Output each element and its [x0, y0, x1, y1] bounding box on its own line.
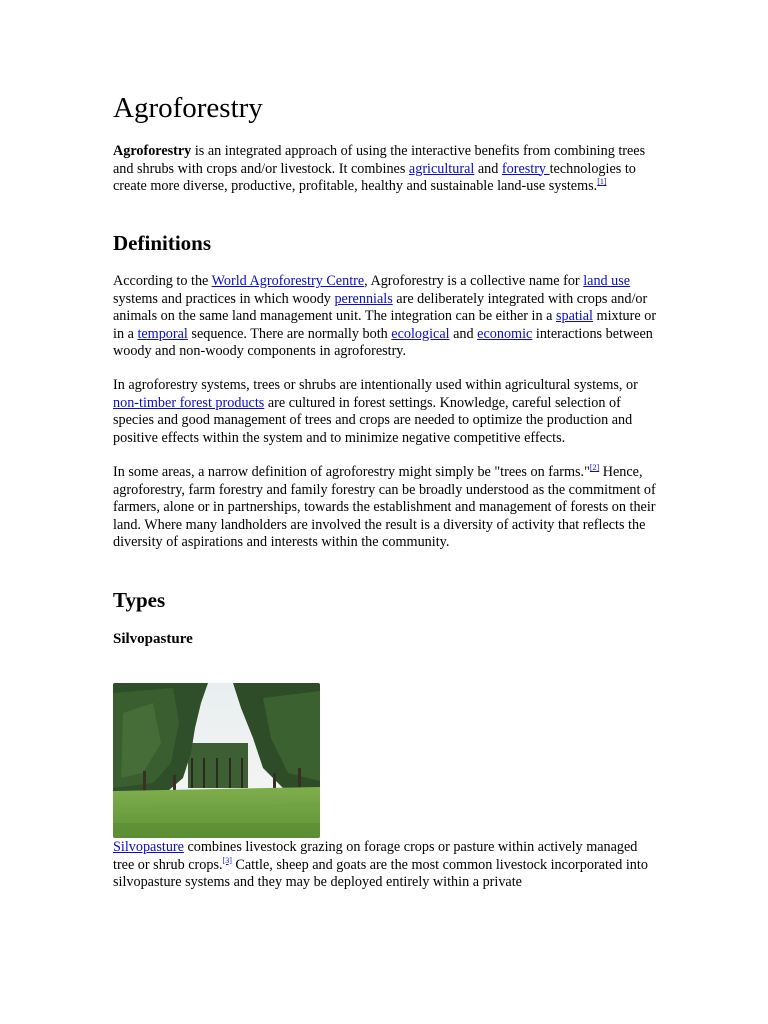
- link-ecological[interactable]: ecological: [391, 325, 450, 342]
- silvopasture-photo: [113, 683, 320, 838]
- silvopasture-paragraph: [113, 839, 659, 892]
- paragraph-text: sequence. There are normally both: [187, 325, 392, 342]
- intro-term: Agroforestry: [113, 143, 192, 159]
- types-heading: Types: [113, 588, 166, 612]
- link-non-timber-forest-products[interactable]: non-timber forest products: [113, 394, 265, 411]
- link-world-agroforestry-centre[interactable]: World Agroforestry Centre: [211, 273, 365, 289]
- definitions-heading: Definitions: [113, 231, 212, 255]
- link-economic[interactable]: economic: [477, 325, 533, 342]
- definitions-paragraph-3: [113, 464, 659, 552]
- definitions-paragraph-1: [113, 273, 659, 361]
- link-spatial[interactable]: spatial: [555, 308, 593, 324]
- paragraph-text: combines livestock grazing on forage crops or pasture within actively managed tree or shrub crops.: [113, 839, 638, 873]
- intro-text: is an integrated approach of using the interactive benefits from combining trees and shrubs with crops and/or livestock. It combines: [113, 143, 646, 177]
- link-agricultural[interactable]: agricultural: [408, 160, 475, 177]
- paragraph-text: are cultured in forest settings. Knowledge, careful selection of species and good management of trees and crops are needed to optimize the production and positive effects within the system and to minimize negative competitive effects.: [113, 394, 633, 446]
- citation-1[interactable]: [1]: [597, 177, 607, 186]
- paragraph-text: mixture or in a: [113, 308, 657, 342]
- citation-2[interactable]: [2]: [589, 463, 600, 472]
- paragraph-text: , Agroforestry is a collective name for: [364, 273, 584, 289]
- intro-text: and: [474, 160, 502, 177]
- page-title: Agroforestry: [113, 92, 263, 124]
- paragraph-text: systems and practices in which woody: [113, 290, 335, 307]
- silvopasture-heading: Silvopasture: [113, 631, 193, 647]
- pine-trees-pasture-image: [113, 683, 320, 838]
- link-forestry[interactable]: forestry: [501, 160, 550, 177]
- link-land-use[interactable]: land use: [583, 273, 631, 289]
- paragraph-text: In some areas, a narrow definition of agroforestry might simply be "trees on farms.": [113, 464, 590, 480]
- intro-text: technologies to create more diverse, productive, profitable, healthy and sustainable land-use systems.: [113, 160, 636, 194]
- paragraph-text: Cattle, sheep and goats are the most common livestock incorporated into silvopasture systems and they may be deployed entirely within a private: [113, 856, 648, 890]
- paragraph-text: and: [449, 325, 478, 342]
- paragraph-text: are deliberately integrated with crops and/or animals on the same land management unit. The integration can be either in a: [113, 290, 648, 324]
- intro-paragraph: [113, 143, 659, 196]
- paragraph-text: In agroforestry systems, trees or shrubs are intentionally used within agricultural systems, or: [113, 377, 638, 393]
- link-temporal[interactable]: temporal: [137, 325, 188, 342]
- link-perennials[interactable]: perennials: [334, 290, 393, 307]
- paragraph-text: Hence, agroforestry, farm forestry and family forestry can be broadly understood as the commitment of farmers, alone or in partnerships, towards the establishment and management of forests on their land. Where many landholders are involved the result is a diversity of activity that reflects the diversity of aspirations and interests within the community.: [113, 464, 656, 550]
- citation-3[interactable]: [3]: [222, 855, 232, 865]
- link-silvopasture[interactable]: Silvopasture: [113, 839, 184, 855]
- paragraph-text: interactions between woody and non-woody components in agroforestry.: [113, 325, 653, 359]
- paragraph-text: According to the: [113, 273, 212, 289]
- definitions-paragraph-2: [113, 377, 659, 447]
